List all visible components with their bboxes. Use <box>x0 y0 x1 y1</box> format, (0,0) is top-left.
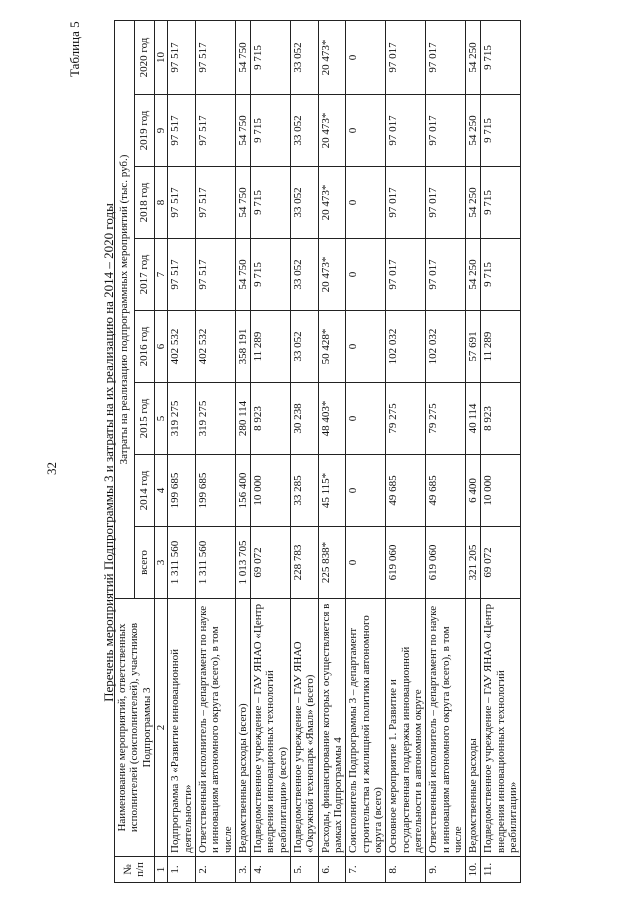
row-year-value: 8 923 <box>251 383 291 455</box>
row-name: Основное мероприятие 1. Развитие и государственная поддержка инновационной деятельности в автономном округе <box>386 599 426 857</box>
row-year-value: 9 715 <box>481 95 521 167</box>
row-year-value: 49 685 <box>426 455 466 527</box>
row-year-value: 9 715 <box>481 20 521 94</box>
row-year-value: 97 517 <box>168 239 196 311</box>
row-year-value: 30 238 <box>291 383 319 455</box>
row-number: 9. <box>426 857 466 883</box>
row-year-value: 156 400 <box>235 455 250 527</box>
row-year-value: 11 289 <box>481 311 521 383</box>
row-total: 1 013 705 <box>235 527 250 599</box>
header-row <box>115 20 135 882</box>
row-total: 1 311 560 <box>168 527 196 599</box>
row-total: 0 <box>346 527 386 599</box>
row-year-value: 8 923 <box>481 383 521 455</box>
index-cell: 7 <box>154 239 167 311</box>
row-total: 69 072 <box>481 527 521 599</box>
row-year-value: 33 285 <box>291 455 319 527</box>
header-year: 2014 год <box>134 455 154 527</box>
row-year-value: 10 000 <box>251 455 291 527</box>
header-num: № п/п <box>115 857 155 883</box>
table-row <box>168 20 196 882</box>
table-row <box>386 20 426 882</box>
row-number: 3. <box>235 857 250 883</box>
row-year-value: 97 517 <box>168 167 196 239</box>
header-year: 2015 год <box>134 383 154 455</box>
row-year-value: 33 052 <box>291 311 319 383</box>
row-year-value: 57 691 <box>466 311 481 383</box>
row-year-value: 9 715 <box>481 239 521 311</box>
header-year: 2017 год <box>134 239 154 311</box>
row-year-value: 102 032 <box>386 311 426 383</box>
header-total: всего <box>134 527 154 599</box>
index-cell: 8 <box>154 167 167 239</box>
row-year-value: 79 275 <box>426 383 466 455</box>
row-total: 619 060 <box>426 527 466 599</box>
row-year-value: 280 114 <box>235 383 250 455</box>
row-year-value: 0 <box>346 239 386 311</box>
header-year: 2018 год <box>134 167 154 239</box>
row-year-value: 0 <box>346 95 386 167</box>
row-number: 7. <box>346 857 386 883</box>
row-year-value: 33 052 <box>291 239 319 311</box>
table-body <box>115 20 521 882</box>
row-total: 69 072 <box>251 527 291 599</box>
row-year-value: 0 <box>346 311 386 383</box>
row-year-value: 97 517 <box>168 95 196 167</box>
row-year-value: 54 750 <box>235 239 250 311</box>
row-number: 1. <box>168 857 196 883</box>
row-year-value: 97 017 <box>386 20 426 94</box>
row-year-value: 97 517 <box>195 239 235 311</box>
header-name: Наименование мероприятий, ответственных исполнителей (соисполнителей), участников Подпрограммы 3 <box>115 599 155 857</box>
row-year-value: 9 715 <box>251 95 291 167</box>
row-year-value: 48 403* <box>318 383 346 455</box>
row-year-value: 54 250 <box>466 167 481 239</box>
row-year-value: 49 685 <box>386 455 426 527</box>
row-year-value: 0 <box>346 167 386 239</box>
row-year-value: 54 750 <box>235 20 250 94</box>
row-name: Соисполнитель Подпрограммы 3 – департамент строительства и жилищной политики автономного округа (всего) <box>346 599 386 857</box>
row-name: Ответственный исполнитель – департамент по науке и инновациям автономного округа (всего), в том числе <box>195 599 235 857</box>
index-cell: 3 <box>154 527 167 599</box>
row-year-value: 402 532 <box>168 311 196 383</box>
index-cell: 10 <box>154 20 167 94</box>
row-year-value: 20 473* <box>318 239 346 311</box>
row-year-value: 6 400 <box>466 455 481 527</box>
row-year-value: 402 532 <box>195 311 235 383</box>
table-row <box>346 20 386 882</box>
row-year-value: 20 473* <box>318 95 346 167</box>
row-year-value: 50 428* <box>318 311 346 383</box>
row-number: 11. <box>481 857 521 883</box>
index-cell: 2 <box>154 599 167 857</box>
row-year-value: 319 275 <box>195 383 235 455</box>
row-name: Подведомственное учреждение – ГАУ ЯНАО «Центр внедрения инновационных технологий реабилитации» (всего) <box>251 599 291 857</box>
row-year-value: 33 052 <box>291 95 319 167</box>
row-year-value: 199 685 <box>195 455 235 527</box>
row-year-value: 9 715 <box>251 20 291 94</box>
row-year-value: 97 517 <box>168 20 196 94</box>
table-row <box>318 20 346 882</box>
row-name: Ответственный исполнитель – департамент по науке и инновациям автономного округа (всего), в том числе <box>426 599 466 857</box>
row-total: 1 311 560 <box>195 527 235 599</box>
row-year-value: 54 750 <box>235 95 250 167</box>
row-year-value: 54 250 <box>466 20 481 94</box>
table-row <box>235 20 250 882</box>
row-name: Расходы, финансирование которых осуществляется в рамках Подпрограммы 4 <box>318 599 346 857</box>
row-year-value: 9 715 <box>481 167 521 239</box>
row-year-value: 97 517 <box>195 20 235 94</box>
row-name: Подведомственное учреждение – ГАУ ЯНАО «Окружной технопарк «Ямал» (всего) <box>291 599 319 857</box>
row-number: 10. <box>466 857 481 883</box>
row-year-value: 54 250 <box>466 95 481 167</box>
index-cell: 4 <box>154 455 167 527</box>
row-year-value: 319 275 <box>168 383 196 455</box>
row-total: 321 205 <box>466 527 481 599</box>
row-name: Ведомственные расходы (всего) <box>235 599 250 857</box>
row-year-value: 9 715 <box>251 167 291 239</box>
table-row <box>195 20 235 882</box>
row-year-value: 97 017 <box>386 239 426 311</box>
row-total: 225 838* <box>318 527 346 599</box>
row-year-value: 54 250 <box>466 239 481 311</box>
header-year: 2016 год <box>134 311 154 383</box>
row-year-value: 20 473* <box>318 20 346 94</box>
row-year-value: 11 289 <box>251 311 291 383</box>
row-number: 2. <box>195 857 235 883</box>
index-cell: 5 <box>154 383 167 455</box>
row-year-value: 0 <box>346 383 386 455</box>
row-year-value: 0 <box>346 20 386 94</box>
table-row <box>481 20 521 882</box>
index-cell: 1 <box>154 857 167 883</box>
row-year-value: 20 473* <box>318 167 346 239</box>
row-year-value: 97 017 <box>386 167 426 239</box>
row-year-value: 102 032 <box>426 311 466 383</box>
row-year-value: 45 115* <box>318 455 346 527</box>
row-number: 6. <box>318 857 346 883</box>
header-year: 2020 год <box>134 20 154 94</box>
row-number: 4. <box>251 857 291 883</box>
row-year-value: 358 191 <box>235 311 250 383</box>
table-label: Таблица 5 <box>67 21 82 77</box>
costs-table <box>114 20 521 883</box>
document-title: Перечень мероприятий Подпрограммы 3 и затраты на их реализацию на 2014 – 2020 годы <box>101 203 116 702</box>
row-year-value: 97 017 <box>426 239 466 311</box>
index-cell: 6 <box>154 311 167 383</box>
row-year-value: 40 114 <box>466 383 481 455</box>
row-total: 228 783 <box>291 527 319 599</box>
row-year-value: 54 750 <box>235 167 250 239</box>
page-number: 32 <box>44 462 59 475</box>
row-year-value: 97 017 <box>426 20 466 94</box>
row-year-value: 10 000 <box>481 455 521 527</box>
header-costs: Затраты на реализацию подпрограммных мероприятий (тыс. руб.) <box>115 20 135 598</box>
row-name: Ведомственные расходы <box>466 599 481 857</box>
index-row <box>154 20 167 882</box>
row-name: Подведомственное учреждение – ГАУ ЯНАО «Центр внедрения инновационных технологий реабилитации» <box>481 599 521 857</box>
row-year-value: 33 052 <box>291 167 319 239</box>
row-year-value: 97 017 <box>426 167 466 239</box>
row-year-value: 0 <box>346 455 386 527</box>
row-year-value: 97 517 <box>195 167 235 239</box>
row-number: 5. <box>291 857 319 883</box>
row-year-value: 97 517 <box>195 95 235 167</box>
row-year-value: 79 275 <box>386 383 426 455</box>
table-row <box>251 20 291 882</box>
row-total: 619 060 <box>386 527 426 599</box>
index-cell: 9 <box>154 95 167 167</box>
table-row <box>426 20 466 882</box>
row-year-value: 9 715 <box>251 239 291 311</box>
row-year-value: 33 052 <box>291 20 319 94</box>
table-row <box>291 20 319 882</box>
row-name: Подпрограмма 3 «Развитие инновационной деятельности» <box>168 599 196 857</box>
row-number: 8. <box>386 857 426 883</box>
row-year-value: 97 017 <box>426 95 466 167</box>
table-row <box>466 20 481 882</box>
header-year: 2019 год <box>134 95 154 167</box>
row-year-value: 199 685 <box>168 455 196 527</box>
row-year-value: 97 017 <box>386 95 426 167</box>
